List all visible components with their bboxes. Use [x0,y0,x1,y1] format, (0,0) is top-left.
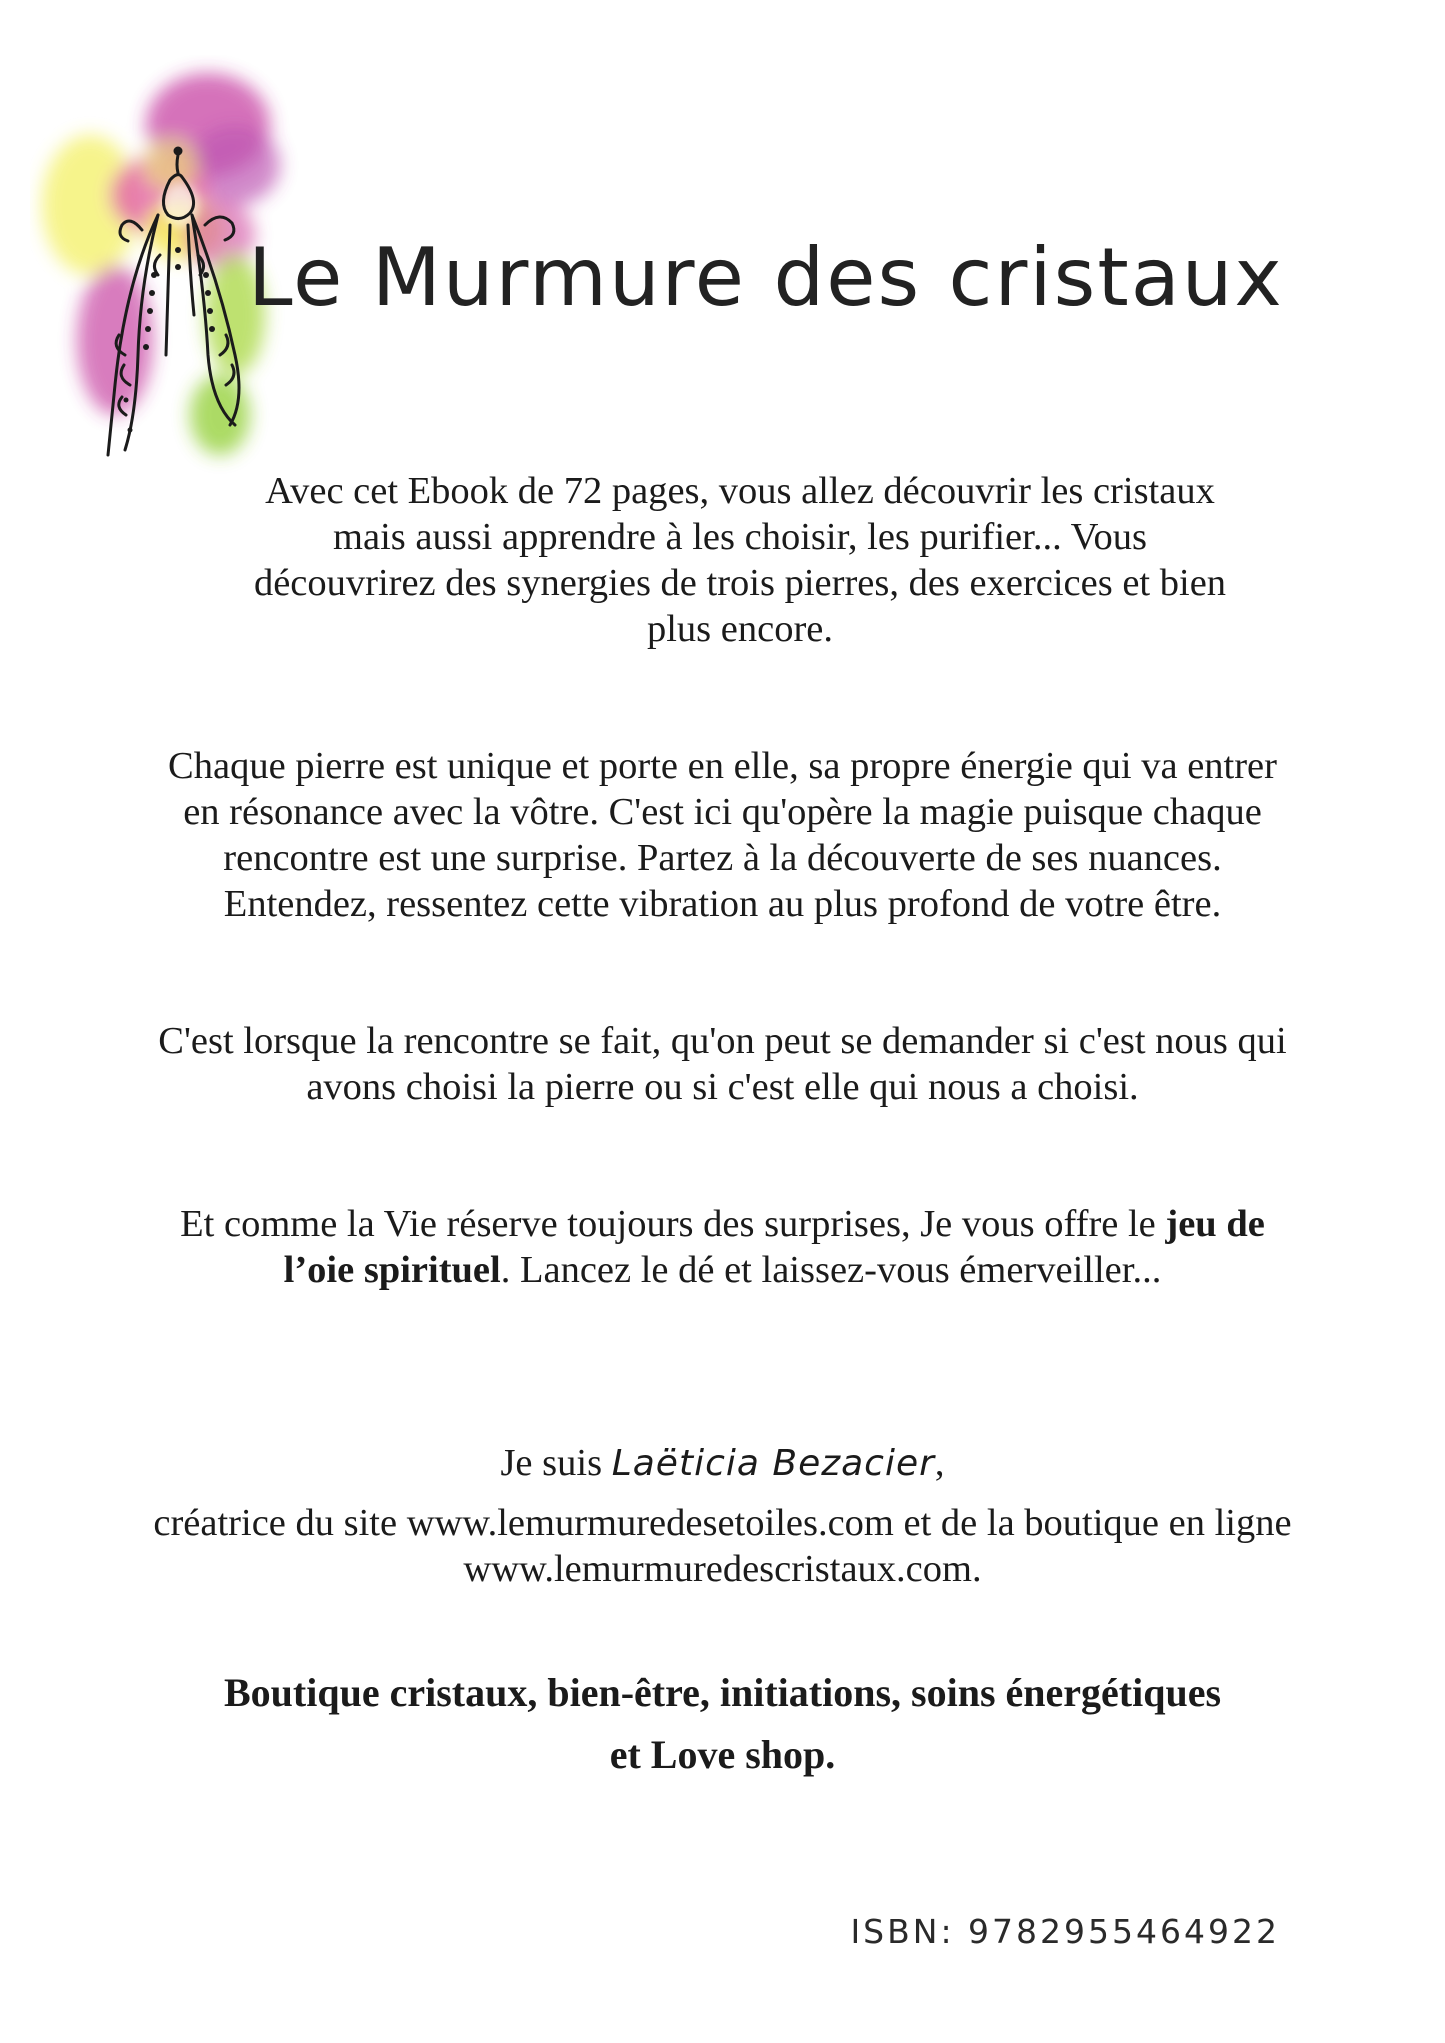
shop-tagline-line-1: Boutique cristaux, bien-être, initiations, soins énergétiques [223,1670,1222,1715]
author-name: Laëticia Bezacier [611,1443,935,1484]
description-paragraph-3 [150,1201,1295,1293]
description-paragraph-2: C'est lorsque la rencontre se fait, qu'on peut se demander si c'est nous qui avons choisi la pierre ou si c'est elle qui nous a choisi. [158,1020,1287,1108]
game-name-bold: jeu de l’oie spirituel [283,1203,1265,1291]
description-paragraph-1: Chaque pierre est unique et porte en elle, sa propre énergie qui va entrer en résonance avec la vôtre. C'est ici qu'opère la magie puisque chaque rencontre est une surprise. Partez à la découverte de ses nuances. Entendez, ressentez cette vibration au plus profond de votre être. [168,745,1277,925]
author-line [150,1438,1295,1489]
paragraph3-text-after: . Lancez le dé et laissez-vous émerveiller... [500,1249,1162,1291]
author-websites: créatrice du site www.lemurmuredesetoiles.com et de la boutique en ligne www.lemurmuredescristaux.com. [153,1502,1292,1590]
intro-paragraph: Avec cet Ebook de 72 pages, vous allez découvrir les cristaux mais aussi apprendre à les choisir, les purifier... Vous découvrirez des synergies de trois pierres, des exercices et bien plus encore. [253,470,1227,650]
author-suffix: , [934,1442,945,1484]
shop-tagline-line-2: et Love shop. [609,1732,836,1777]
author-prefix: Je suis [500,1442,612,1484]
paragraph3-text-before: Et comme la Vie réserve toujours des surprises, Je vous offre le [180,1203,1166,1245]
book-title: Le Murmure des cristaux [248,231,1284,324]
shop-tagline [150,1662,1295,1786]
isbn-number: ISBN: 9782955464922 [850,1912,1280,1951]
